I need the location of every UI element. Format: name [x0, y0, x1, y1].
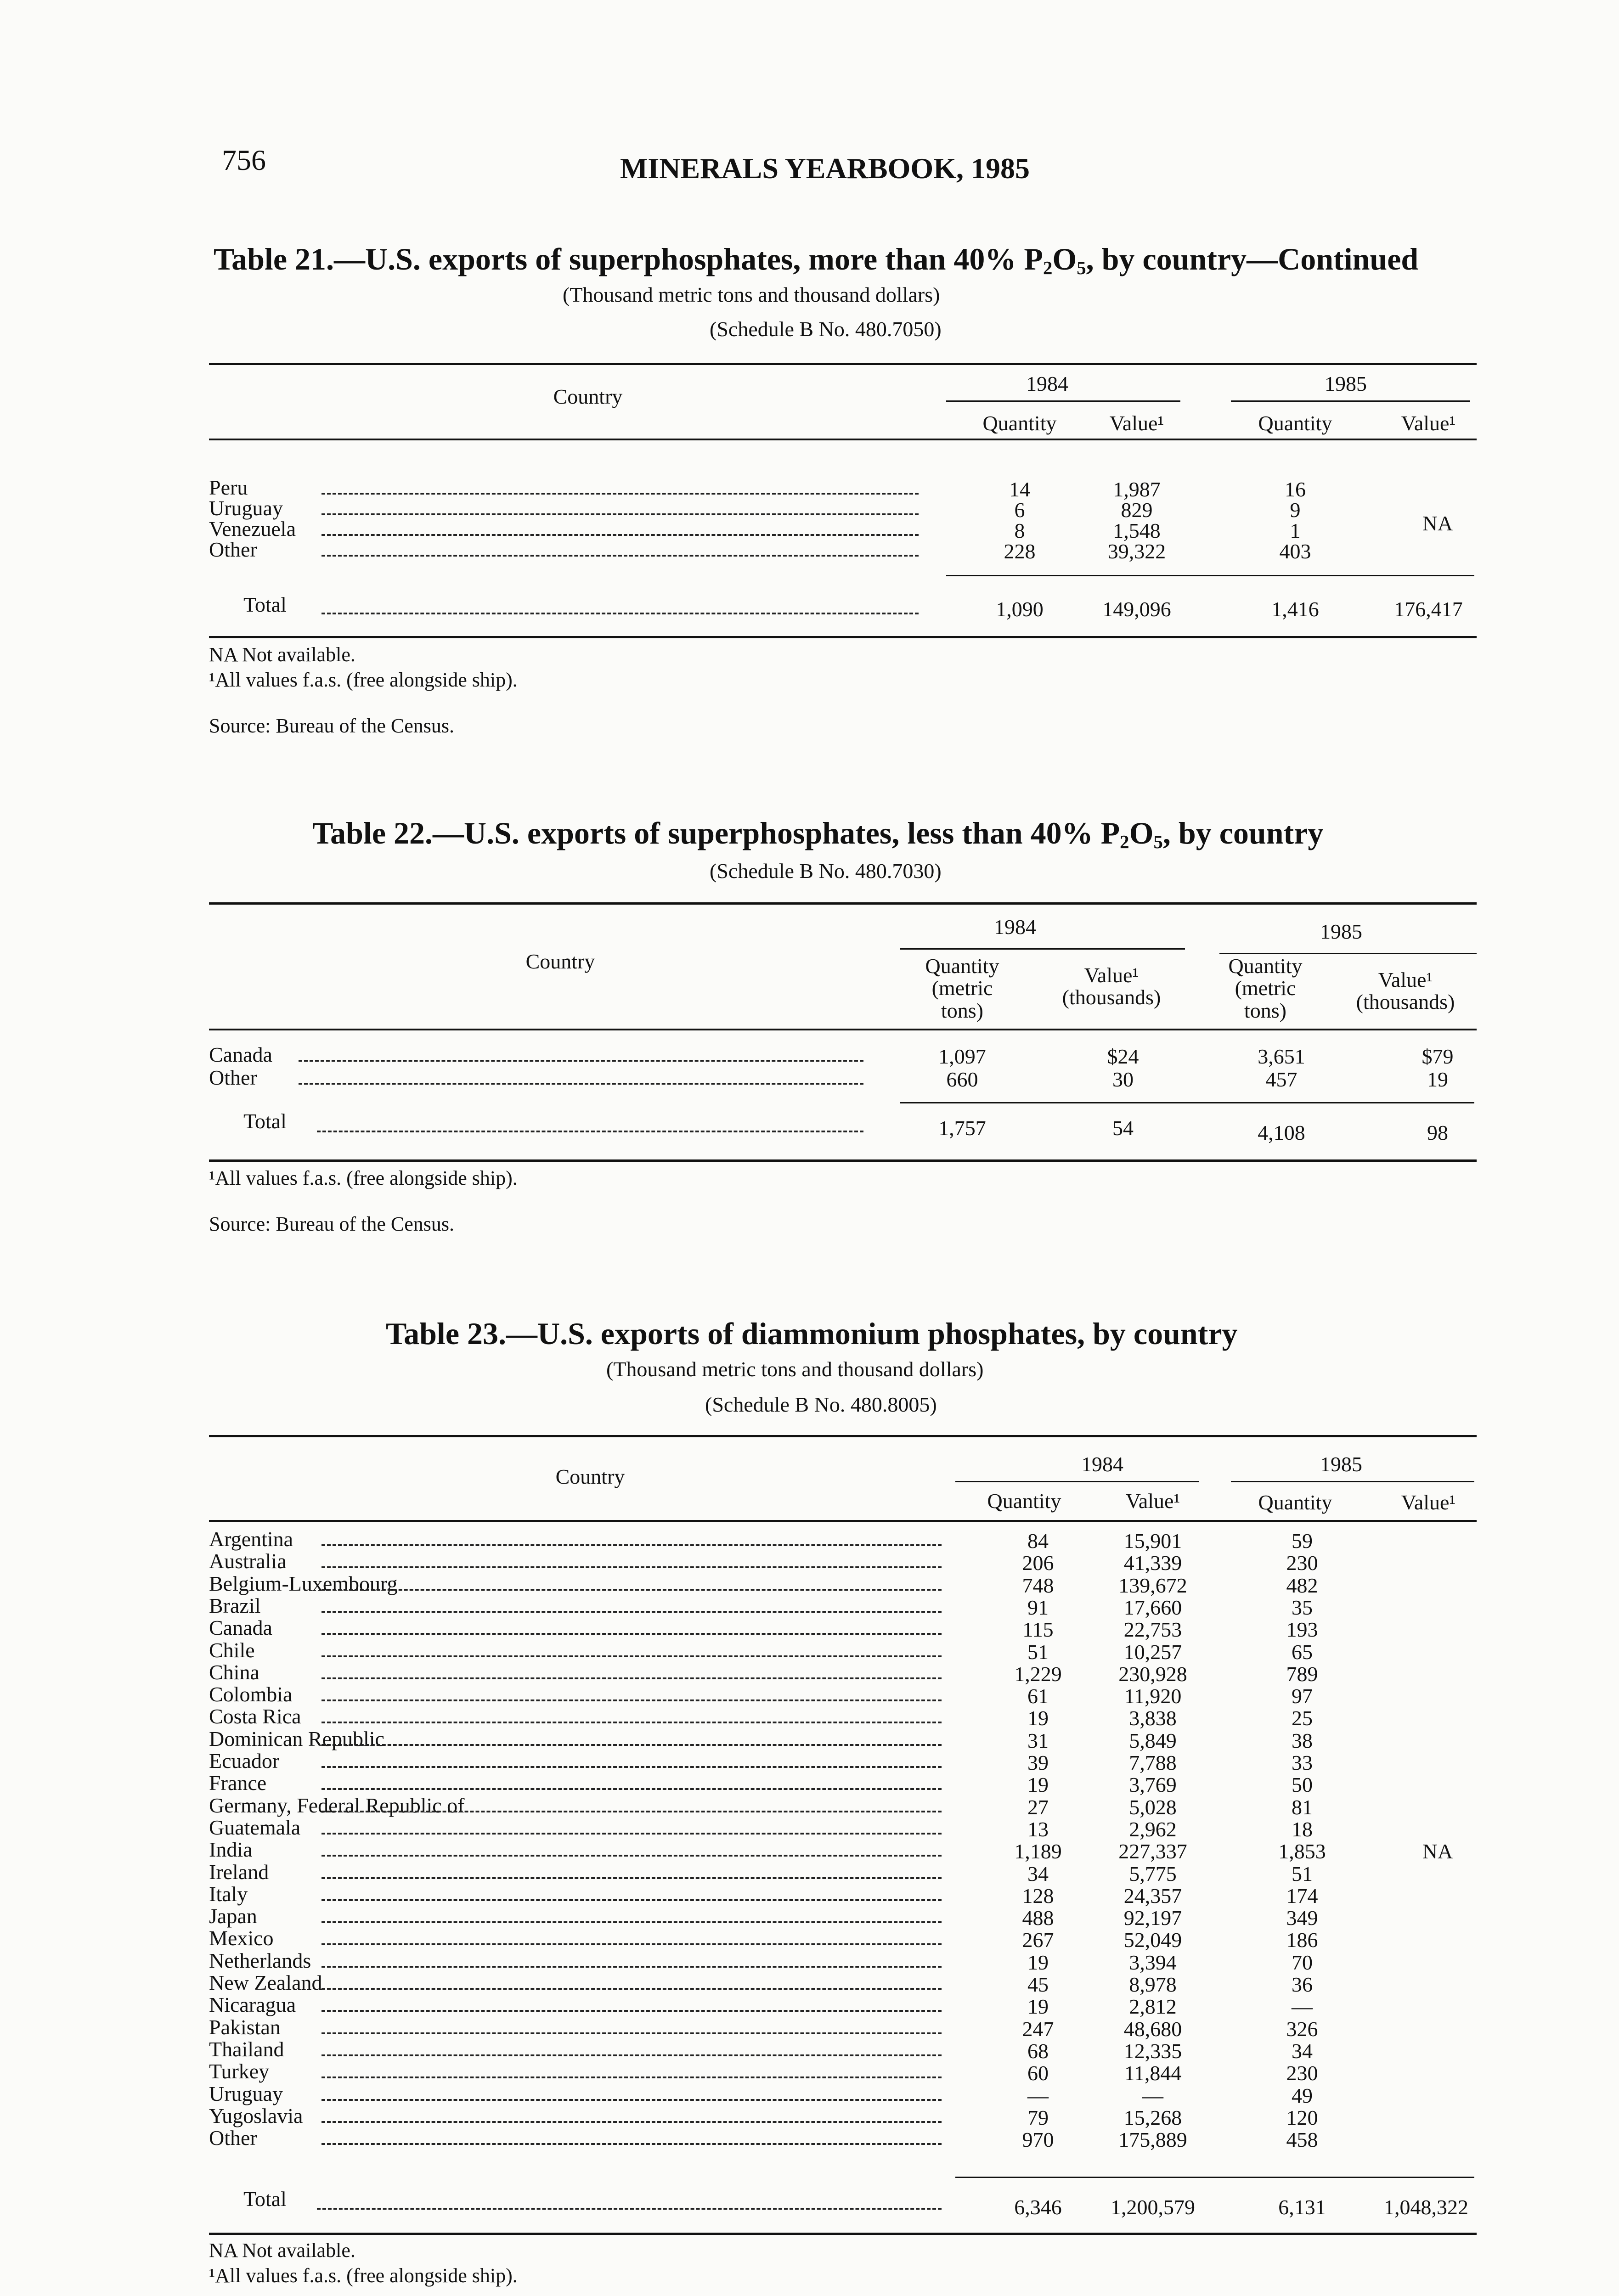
row-q85: 174: [1286, 1884, 1318, 1908]
row-leader: [322, 2054, 942, 2056]
row-v85: 19: [1427, 1068, 1448, 1091]
table-21-total-rule: [946, 575, 1474, 576]
table-21-title: Table 21.—U.S. exports of superphosphates, more than 40% $P_2O_5$, by country—Continued: [214, 242, 1419, 279]
table-23-col-quantity-1985: Quantity: [1258, 1491, 1332, 1514]
row-q84: 31: [1027, 1728, 1049, 1752]
row-q85: 458: [1286, 2128, 1318, 2152]
row-leader: [322, 1921, 942, 1923]
row-q84: 8: [1014, 519, 1025, 542]
row-country: Mexico: [209, 1926, 274, 1950]
row-q85: 16: [1285, 478, 1306, 501]
row-v84: 24,357: [1123, 1884, 1182, 1908]
row-q84: 247: [1022, 2017, 1054, 2041]
row-country: Chile: [209, 1638, 255, 1662]
row-leader: [322, 493, 919, 495]
row-country: Australia: [209, 1549, 287, 1573]
table-23-total-label: Total: [243, 2187, 287, 2211]
row-v84: 1,548: [1113, 519, 1161, 542]
table-23-na-1985: NA: [1422, 1840, 1453, 1863]
row-v84: 17,660: [1123, 1595, 1182, 1619]
row-leader: [322, 1988, 942, 1990]
row-country: Brazil: [209, 1593, 261, 1617]
table-23-title: Table 23.—U.S. exports of diammonium phosphates, by country: [386, 1316, 1238, 1351]
row-q85: 50: [1292, 1773, 1313, 1797]
row-q85: 789: [1286, 1662, 1318, 1686]
table-21-col-quantity-1985: Quantity: [1258, 411, 1332, 435]
table-21-header-rule: [209, 439, 1477, 440]
table-22-footnote: ¹All values f.a.s. (free alongside ship).: [209, 1167, 518, 1189]
row-q85: 1,853: [1278, 1840, 1326, 1863]
table-23-note-na: NA Not available.: [209, 2239, 355, 2262]
row-leader: [322, 513, 919, 515]
row-q84: 128: [1022, 1884, 1054, 1908]
row-q84: 1,189: [1014, 1840, 1062, 1863]
table-21-total-label: Total: [243, 593, 287, 616]
row-q85: 81: [1292, 1795, 1313, 1819]
row-v84: 5,028: [1129, 1795, 1177, 1819]
row-leader: [322, 1633, 942, 1635]
row-leader: [299, 1060, 863, 1062]
table-22-total-v85: 98: [1427, 1121, 1448, 1144]
table-23-col-value-1985: Value¹: [1401, 1491, 1456, 1514]
row-q85: 482: [1286, 1573, 1318, 1597]
table-21-note-na: NA Not available.: [209, 643, 355, 666]
row-q84: 970: [1022, 2128, 1054, 2152]
row-country: Yugoslavia: [209, 2104, 303, 2127]
row-q84: 68: [1027, 2039, 1049, 2063]
table-23-total-leader: [317, 2208, 942, 2210]
table-22-total-label: Total: [243, 1109, 287, 1133]
table-22-col-quantity-1984: Quantity (metric tons): [925, 954, 999, 1022]
row-q85: 326: [1286, 2017, 1318, 2041]
row-leader: [322, 1589, 942, 1591]
row-q85: 35: [1292, 1595, 1313, 1619]
table-23-total-q84: 6,346: [1014, 2195, 1062, 2219]
row-q85: 9: [1290, 498, 1301, 522]
row-country: Guatemala: [209, 1815, 301, 1839]
row-leader: [322, 1855, 942, 1857]
table-22-header-rule: [209, 1029, 1477, 1030]
row-v84: 139,672: [1118, 1573, 1187, 1597]
row-v84: 48,680: [1123, 2017, 1182, 2041]
row-v84: 30: [1112, 1068, 1134, 1091]
table-22-total-rule: [900, 1102, 1474, 1103]
row-country: Canada: [209, 1616, 272, 1640]
row-v84: 175,889: [1118, 2128, 1187, 2152]
row-q85: 186: [1286, 1928, 1318, 1952]
table-23-top-rule: [209, 1435, 1477, 1437]
row-country: Netherlands: [209, 1948, 311, 1972]
row-v84: 230,928: [1118, 1662, 1187, 1686]
row-q85: 33: [1292, 1751, 1313, 1774]
row-leader: [322, 1943, 942, 1945]
table-21-total-v85: 176,417: [1394, 597, 1463, 621]
row-country: India: [209, 1838, 253, 1862]
row-leader: [322, 1544, 942, 1546]
row-leader: [322, 1833, 942, 1835]
row-q84: 6: [1014, 498, 1025, 522]
row-leader: [322, 2121, 942, 2123]
row-q84: 19: [1027, 1995, 1049, 2019]
row-v84: 5,775: [1129, 1862, 1177, 1885]
row-q84: 39: [1027, 1751, 1049, 1774]
row-q85: 1: [1290, 519, 1301, 542]
row-country: Canada: [209, 1043, 272, 1066]
row-q84: 748: [1022, 1573, 1054, 1597]
row-country: France: [209, 1771, 267, 1795]
row-v84: 22,753: [1123, 1618, 1182, 1642]
row-v84: 5,849: [1129, 1728, 1177, 1752]
row-q84: 14: [1009, 478, 1030, 501]
row-q85: 457: [1265, 1068, 1297, 1091]
row-leader: [322, 1677, 942, 1679]
table-21-total-q84: 1,090: [996, 597, 1044, 621]
row-country: Italy: [209, 1882, 248, 1906]
row-country: Ecuador: [209, 1749, 280, 1773]
row-v84: 41,339: [1123, 1551, 1182, 1575]
table-22-year-1985: 1985: [1320, 920, 1362, 943]
row-v84: 7,788: [1129, 1751, 1177, 1774]
row-v84: —: [1142, 2083, 1163, 2107]
table-23-year-rule-1984: [955, 1481, 1199, 1482]
table-21-col-value-1984: Value¹: [1109, 411, 1164, 435]
row-q85: 34: [1292, 2039, 1313, 2063]
row-country: Colombia: [209, 1683, 293, 1706]
row-q84: 19: [1027, 1706, 1049, 1730]
row-v84: 92,197: [1123, 1906, 1182, 1930]
row-q84: 61: [1027, 1684, 1049, 1708]
row-q85: 193: [1286, 1618, 1318, 1642]
table-21-col-value-1985: Value¹: [1401, 411, 1456, 435]
row-q84: 228: [1004, 540, 1036, 563]
row-q84: 1,097: [938, 1045, 986, 1068]
table-22-year-1984: 1984: [994, 915, 1036, 939]
row-v84: 8,978: [1129, 1973, 1177, 1996]
row-leader: [322, 1566, 942, 1568]
table-23-col-value-1984: Value¹: [1125, 1489, 1180, 1513]
row-country: New Zealand: [209, 1971, 322, 1994]
row-leader: [322, 2143, 942, 2145]
row-country: Other: [209, 538, 257, 561]
table-23-year-rule-1985: [1231, 1481, 1474, 1482]
table-21-year-rule-1984: [946, 400, 1180, 402]
table-21-schedule: (Schedule B No. 480.7050): [710, 317, 942, 341]
table-21-year-1985: 1985: [1325, 372, 1367, 395]
row-country: China: [209, 1660, 259, 1684]
row-country: Germany, Federal Republic of: [209, 1793, 465, 1817]
table-22-title: Table 22.—U.S. exports of superphosphates, less than 40% $P_2O_5$, by country: [312, 816, 1324, 853]
row-v84: 12,335: [1123, 2039, 1182, 2063]
row-q85: 25: [1292, 1706, 1313, 1730]
row-v84: 2,962: [1129, 1817, 1177, 1841]
table-22-bottom-rule: [209, 1159, 1477, 1162]
row-v84: 3,394: [1129, 1950, 1177, 1974]
row-q84: —: [1027, 2083, 1049, 2107]
row-v84: 2,812: [1129, 1995, 1177, 2019]
row-q84: 19: [1027, 1950, 1049, 1974]
row-q84: 84: [1027, 1529, 1049, 1553]
row-v84: 227,337: [1118, 1840, 1187, 1863]
row-country: Japan: [209, 1904, 257, 1928]
table-21-na-1985: NA: [1422, 512, 1453, 535]
row-country: Ireland: [209, 1860, 269, 1884]
row-leader: [322, 2077, 942, 2078]
row-country: Turkey: [209, 2060, 270, 2083]
row-q84: 115: [1022, 1618, 1054, 1642]
table-23-total-v84: 1,200,579: [1111, 2195, 1195, 2219]
table-22-total-q84: 1,757: [938, 1116, 986, 1140]
row-v84: 15,268: [1123, 2105, 1182, 2129]
table-22-schedule: (Schedule B No. 480.7030): [710, 859, 942, 883]
row-country: Uruguay: [209, 496, 283, 520]
row-q84: 660: [946, 1068, 978, 1091]
table-21-year-rule-1985: [1231, 400, 1470, 402]
table-21-total-q85: 1,416: [1271, 597, 1319, 621]
row-q84: 267: [1022, 1928, 1054, 1952]
row-v84: 1,987: [1113, 478, 1161, 501]
row-country: Dominican Republic: [209, 1727, 384, 1750]
table-23-total-q85: 6,131: [1278, 2195, 1326, 2219]
table-21-source: Source: Bureau of the Census.: [209, 715, 454, 737]
table-22-top-rule: [209, 902, 1477, 905]
row-q85: 70: [1292, 1950, 1313, 1974]
row-country: Uruguay: [209, 2082, 283, 2105]
row-leader: [322, 2099, 942, 2101]
running-title: MINERALS YEARBOOK, 1985: [620, 152, 1030, 185]
row-country: Other: [209, 2126, 257, 2150]
table-23-header-rule: [209, 1520, 1477, 1522]
row-q84: 27: [1027, 1795, 1049, 1819]
row-leader: [322, 2010, 942, 2012]
row-q85: 120: [1286, 2105, 1318, 2129]
row-q85: 49: [1292, 2083, 1313, 2107]
table-21-total-leader: [322, 613, 919, 614]
row-q84: 51: [1027, 1640, 1049, 1664]
table-23-total-v85: 1,048,322: [1384, 2195, 1468, 2219]
row-country: Costa Rica: [209, 1705, 301, 1728]
row-leader: [322, 555, 919, 557]
row-q85: 230: [1286, 2061, 1318, 2085]
table-22-source: Source: Bureau of the Census.: [209, 1213, 454, 1235]
row-v84: 11,920: [1124, 1684, 1182, 1708]
row-q84: 1,229: [1014, 1662, 1062, 1686]
row-leader: [322, 1611, 942, 1613]
row-leader: [322, 1655, 942, 1657]
row-q85: 38: [1292, 1728, 1313, 1752]
row-leader: [322, 1966, 942, 1968]
row-v84: $24: [1107, 1045, 1139, 1068]
row-leader: [322, 1788, 942, 1790]
table-23-year-1984: 1984: [1081, 1452, 1123, 1476]
table-23-units: (Thousand metric tons and thousand dollars): [606, 1357, 984, 1381]
row-leader: [299, 1083, 863, 1085]
table-22-total-v84: 54: [1112, 1116, 1134, 1140]
row-q85: 18: [1292, 1817, 1313, 1841]
table-23-year-1985: 1985: [1320, 1452, 1362, 1476]
table-23-bottom-rule: [209, 2233, 1477, 2235]
row-q85: 349: [1286, 1906, 1318, 1930]
row-q84: 91: [1027, 1595, 1049, 1619]
table-21-footnote: ¹All values f.a.s. (free alongside ship).: [209, 669, 518, 691]
row-leader: [322, 1899, 942, 1901]
row-country: Argentina: [209, 1527, 293, 1551]
row-q85: 403: [1279, 540, 1311, 563]
row-leader: [322, 1744, 942, 1746]
row-q84: 60: [1027, 2061, 1049, 2085]
row-q84: 13: [1027, 1817, 1049, 1841]
row-q85: 3,651: [1258, 1045, 1305, 1068]
row-q85: 59: [1292, 1529, 1313, 1553]
table-22-total-leader: [317, 1131, 863, 1132]
table-22-total-q85: 4,108: [1258, 1121, 1305, 1144]
row-v84: 15,901: [1123, 1529, 1182, 1553]
table-23-footnote: ¹All values f.a.s. (free alongside ship).: [209, 2264, 518, 2287]
table-23-total-rule: [955, 2177, 1474, 2178]
table-22-col-quantity-1985: Quantity (metric tons): [1228, 954, 1303, 1022]
page-number: 756: [222, 144, 266, 176]
table-21-col-quantity-1984: Quantity: [982, 411, 1057, 435]
row-country: Peru: [209, 476, 248, 499]
table-21-year-1984: 1984: [1026, 372, 1068, 395]
row-leader: [322, 1766, 942, 1768]
row-q84: 34: [1027, 1862, 1049, 1885]
row-v84: 52,049: [1123, 1928, 1182, 1952]
row-v84: 3,838: [1129, 1706, 1177, 1730]
table-21-total-v84: 149,096: [1102, 597, 1171, 621]
table-23-schedule: (Schedule B No. 480.8005): [705, 1393, 937, 1416]
row-country: Pakistan: [209, 2015, 281, 2039]
row-q84: 45: [1027, 1973, 1049, 1996]
row-v84: 829: [1121, 498, 1153, 522]
row-leader: [322, 1877, 942, 1879]
row-v84: 39,322: [1107, 540, 1166, 563]
row-q84: 206: [1022, 1551, 1054, 1575]
table-22-col-country: Country: [525, 950, 595, 973]
row-q85: 230: [1286, 1551, 1318, 1575]
row-leader: [322, 2032, 942, 2034]
table-23-col-quantity-1984: Quantity: [987, 1489, 1061, 1513]
table-21-units: (Thousand metric tons and thousand dollars): [563, 283, 940, 306]
row-v85: $79: [1422, 1045, 1454, 1068]
table-22-col-value-1985: Value¹ (thousands): [1356, 968, 1455, 1014]
table-21-bottom-rule: [209, 636, 1477, 638]
row-q84: 79: [1027, 2105, 1049, 2129]
table-21-col-country: Country: [553, 385, 623, 408]
row-q85: 36: [1292, 1973, 1313, 1996]
table-23-col-country: Country: [555, 1465, 625, 1488]
row-q85: 65: [1292, 1640, 1313, 1664]
row-v84: 11,844: [1124, 2061, 1182, 2085]
row-v84: 10,257: [1123, 1640, 1182, 1664]
table-22-year-rule-1984: [900, 948, 1185, 950]
table-21-top-rule: [209, 363, 1477, 365]
row-q84: 488: [1022, 1906, 1054, 1930]
row-leader: [322, 534, 919, 536]
row-leader: [322, 1722, 942, 1723]
row-country: Other: [209, 1066, 257, 1089]
table-22-col-value-1984: Value¹ (thousands): [1062, 963, 1161, 1009]
row-v84: 3,769: [1129, 1773, 1177, 1797]
row-q85: —: [1292, 1995, 1313, 2019]
row-country: Belgium-Luxembourg: [209, 1571, 398, 1595]
row-q84: 19: [1027, 1773, 1049, 1797]
row-leader: [322, 1699, 942, 1701]
row-country: Thailand: [209, 2037, 284, 2061]
row-q85: 97: [1292, 1684, 1313, 1708]
row-q85: 51: [1292, 1862, 1313, 1885]
row-country: Venezuela: [209, 517, 296, 540]
row-leader: [322, 1811, 942, 1812]
row-country: Nicaragua: [209, 1993, 296, 2017]
